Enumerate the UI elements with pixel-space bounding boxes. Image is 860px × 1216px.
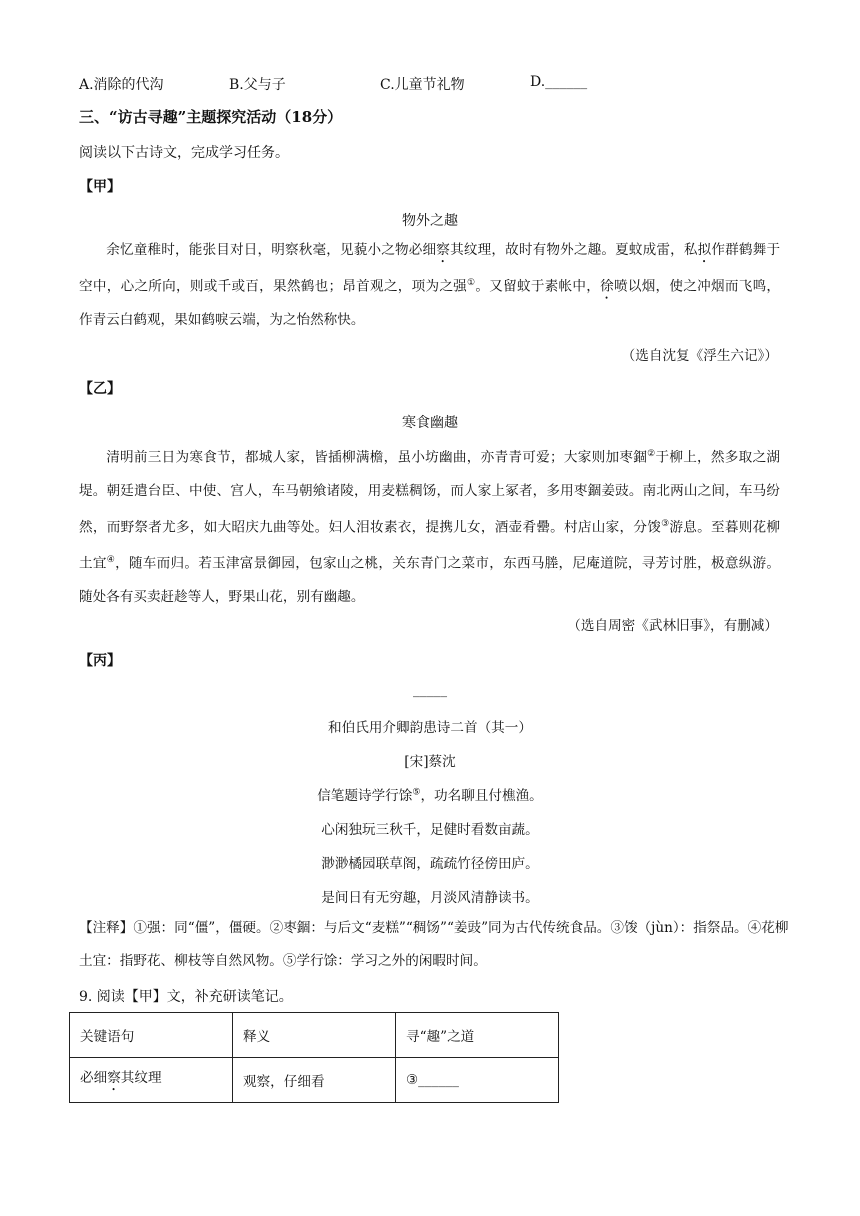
note-ref: ⑤ xyxy=(412,787,421,798)
table-header: 关键语句 xyxy=(70,1013,233,1058)
study-notes-table xyxy=(69,1012,559,1103)
note-ref: ④ xyxy=(106,555,116,566)
note-ref: ③ xyxy=(661,518,670,529)
note-ref: ① xyxy=(467,278,476,288)
table-row xyxy=(70,1058,559,1103)
yi-label: 【乙】 xyxy=(79,381,121,397)
bing-title-blank: _____ xyxy=(413,682,447,698)
option-b: B.父与子 xyxy=(229,77,286,93)
table-header: 寻“趣”之道 xyxy=(396,1013,559,1058)
table-row xyxy=(70,1013,559,1058)
table-cell-key-sentence: 必细察其纹理 xyxy=(70,1058,233,1103)
jia-label: 【甲】 xyxy=(79,179,121,195)
option-d: D.______ xyxy=(530,74,588,90)
bing-author: [宋]蔡沈 xyxy=(404,754,456,770)
yi-source: （选自周密《武林旧事》，有删减） xyxy=(567,618,778,634)
emphasized-char: 察 xyxy=(107,1070,121,1086)
emphasized-char: 徐 xyxy=(600,278,614,295)
question-9: 9. 阅读【甲】文，补充研读笔记。 xyxy=(79,989,293,1005)
jia-passage: 余忆童稚时，能张目对日，明察秋毫，见藐小之物必细察其纹理，故时有物外之趣。夏蚊成雷，私拟作群鹤舞于空中，心之所向，则或千或百，果然鹤也；昂首观之，项为之强①。又留蚊于素帐中，徐喷以烟，使之冲烟而飞鸣，作青云白鹤观，果如鹤唳云端，为之怡然称快。 xyxy=(79,242,781,328)
poem-line-4: 是间日有无穷趣，月淡风清静读书。 xyxy=(321,890,539,906)
jia-title: 物外之趣 xyxy=(402,213,458,229)
annotation: 【注释】①强：同“僵”，僵硬。②枣錮：与后文“麦糕”“稠饧”“姜豉”同为古代传统食品。③馂（jùn）：指祭品。④花柳土宜：指野花、柳枝等自然风物。⑤学行馀：学习之外的闲暇时间。 xyxy=(79,920,789,969)
emphasized-char: 察 xyxy=(436,242,451,258)
table-cell-answer-blank[interactable]: ③______ xyxy=(396,1058,559,1103)
bing-title: 和伯氏用介卿韵患诗二首（其一） xyxy=(328,720,532,736)
option-a: A.消除的代沟 xyxy=(79,77,164,93)
table-cell-meaning: 观察，仔细看 xyxy=(233,1058,396,1103)
yi-passage: 清明前三日为寒食节，都城人家，皆插柳满檐，虽小坊幽曲，亦青青可爱；大家则加枣錮②于柳上，然多取之湖堤。朝廷遣台臣、中使、宫人，车马朝飨诸陵，用麦糕稠饧，而人家上冢者，多用枣錮姜豉。南北两山之间，车马纷然，而野祭者尤多，如大昭庆九曲等处。妇人泪妆素衣，提携儿女，酒壶肴罍。村店山家，分馂③游息。至暮则花柳土宜④，随车而归。若玉津富景御园，包家山之桃，关东青门之菜市，东西马塍，尼庵道院，寻芳讨胜，极意纵游。随处各有买卖赶趁等人，野果山花，别有幽趣。 xyxy=(79,449,781,605)
poem-line-1: 信笔题诗学行馀⑤，功名聊且付樵渔。 xyxy=(317,787,543,804)
table-header: 释义 xyxy=(233,1013,396,1058)
jia-source: （选自沈复《浮生六记》） xyxy=(621,348,778,364)
section-heading: 三、“访古寻趣”主题探究活动（18分） xyxy=(79,108,343,126)
yi-title: 寒食幽趣 xyxy=(402,415,458,431)
poem-line-2: 心闲独玩三秋千，足健时看数亩蔬。 xyxy=(321,822,539,838)
note-ref: ② xyxy=(647,449,656,459)
option-c: C.儿童节礼物 xyxy=(380,77,465,93)
instruction: 阅读以下古诗文，完成学习任务。 xyxy=(79,145,289,161)
bing-label: 【丙】 xyxy=(79,653,121,669)
emphasized-char: 拟 xyxy=(697,242,712,258)
poem-line-3: 渺渺橘园联草阁，疏疏竹径傍田庐。 xyxy=(321,856,539,872)
